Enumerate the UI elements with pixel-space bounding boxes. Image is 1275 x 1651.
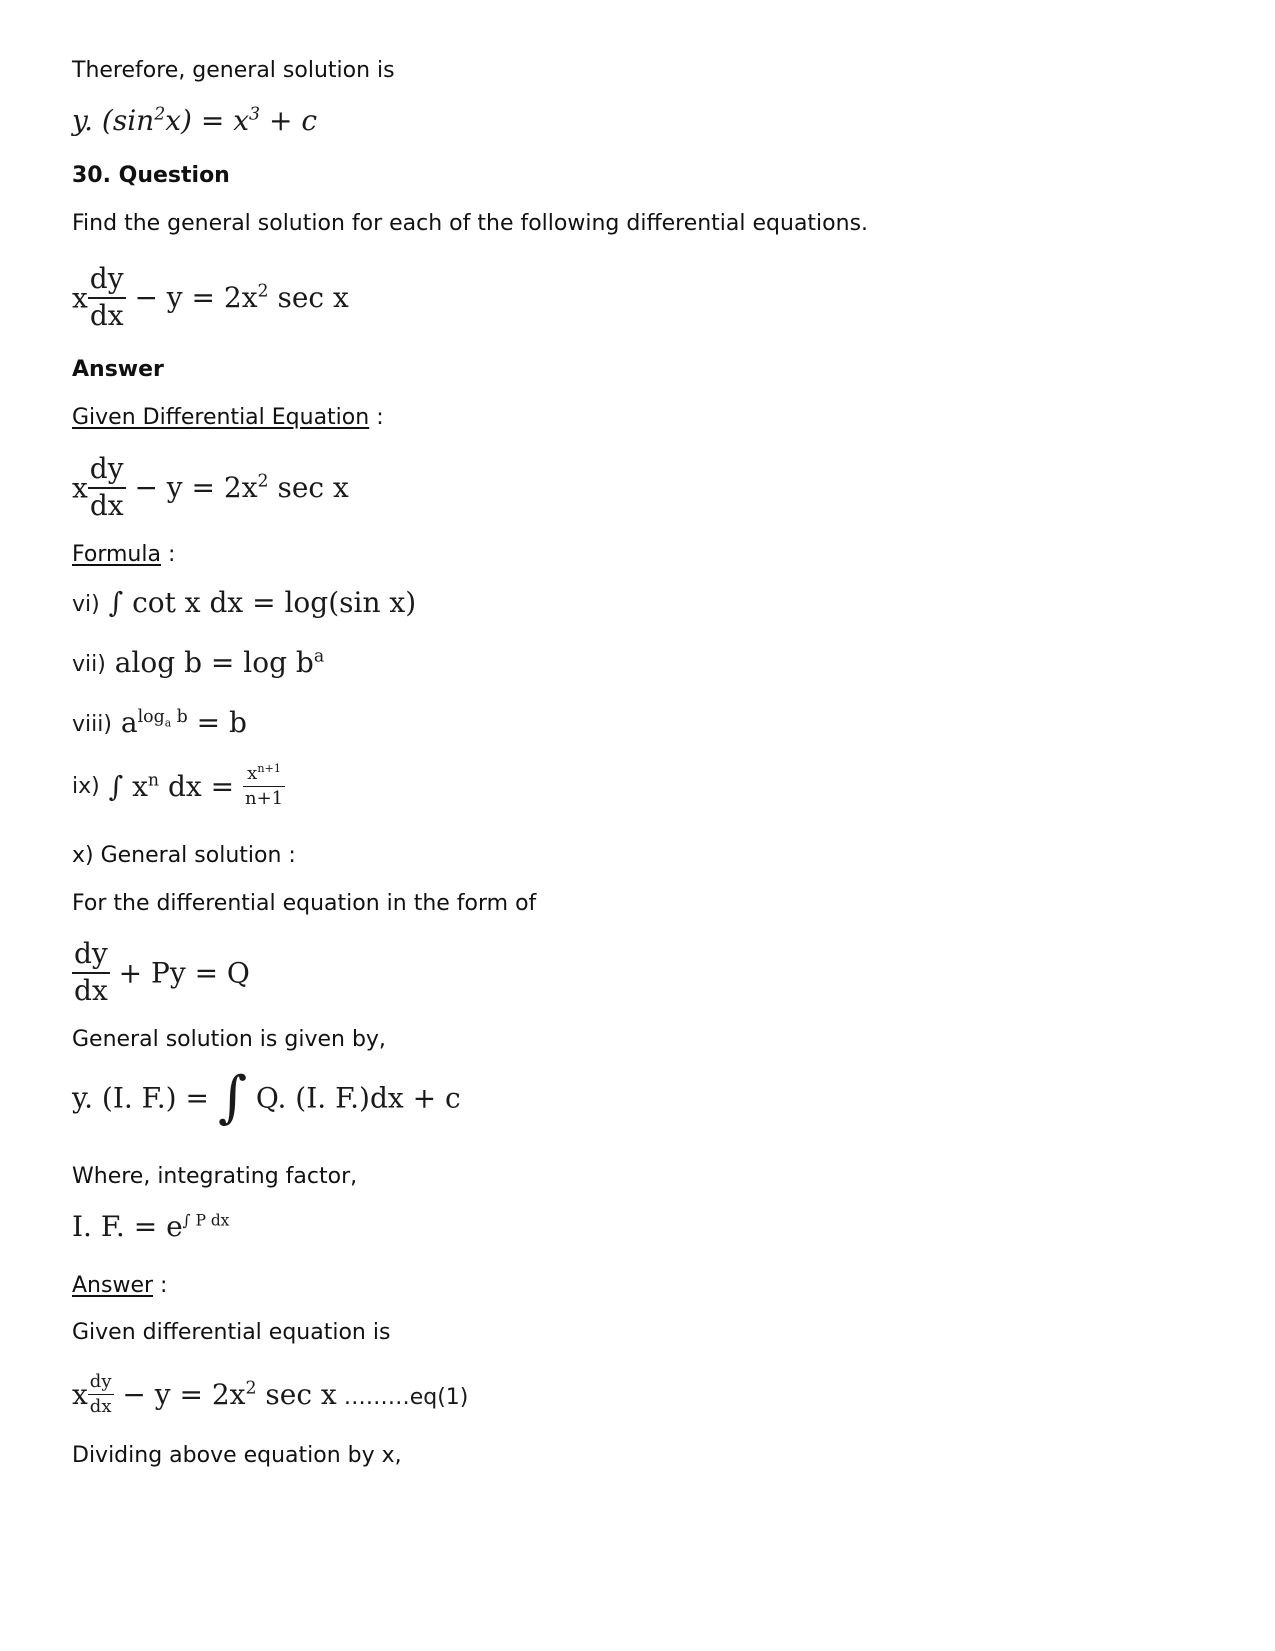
where-text: Where, integrating factor, xyxy=(72,1164,358,1189)
general-solution-formula: y. (I. F.) = ∫ Q. (I. F.)dx + c xyxy=(72,1065,461,1130)
equation-1: x $\frac{dy}{dx}$ − $y = 2x^2$ sec x ………eq(1) xyxy=(72,1371,469,1417)
given-equation: x $\frac{dy}{dx}$ − $y = 2x^2$ sec x xyxy=(72,452,349,522)
formula-viii: viii) $a^{log_a b} = b$ xyxy=(72,706,247,739)
integrating-factor-equation: I. F. = $e^{\int P dx}$ xyxy=(72,1210,230,1243)
given-text: Given differential equation is xyxy=(72,1320,391,1345)
dividing-text: Dividing above equation by x, xyxy=(72,1443,402,1468)
answer-label: Answer : xyxy=(72,1273,168,1298)
therefore-text: Therefore, general solution is xyxy=(72,58,395,83)
formula-label: Formula : xyxy=(72,542,176,567)
question-heading: 30. Question xyxy=(72,163,230,188)
form-text: For the differential equation in the form of xyxy=(72,891,537,916)
form-equation: $\frac{dy}{dx}$ + Py = Q xyxy=(74,937,250,1007)
answer-heading: Answer xyxy=(72,357,164,382)
formula-vii: vii) alog $b = \log b^a$ xyxy=(72,646,325,679)
given-by-text: General solution is given by, xyxy=(72,1027,386,1052)
given-differential-equation-label: Given Differential Equation : xyxy=(72,405,384,430)
question-prompt: Find the general solution for each of the following differential equations. xyxy=(72,211,869,236)
formula-ix: ix) ∫ $x^n$ dx = $\frac{x^{n+1}}{n+1}$ xyxy=(72,762,284,809)
question-equation: x $\frac{dy}{dx}$ − $y = 2x^2$ sec x xyxy=(72,262,349,332)
general-solution-equation: y. $(\sin^2x) = x^3 + c$ xyxy=(72,104,318,137)
general-solution-label: x) General solution : xyxy=(72,843,296,868)
formula-vi: vi) ∫ cot x dx = log(sin x) xyxy=(72,586,417,619)
